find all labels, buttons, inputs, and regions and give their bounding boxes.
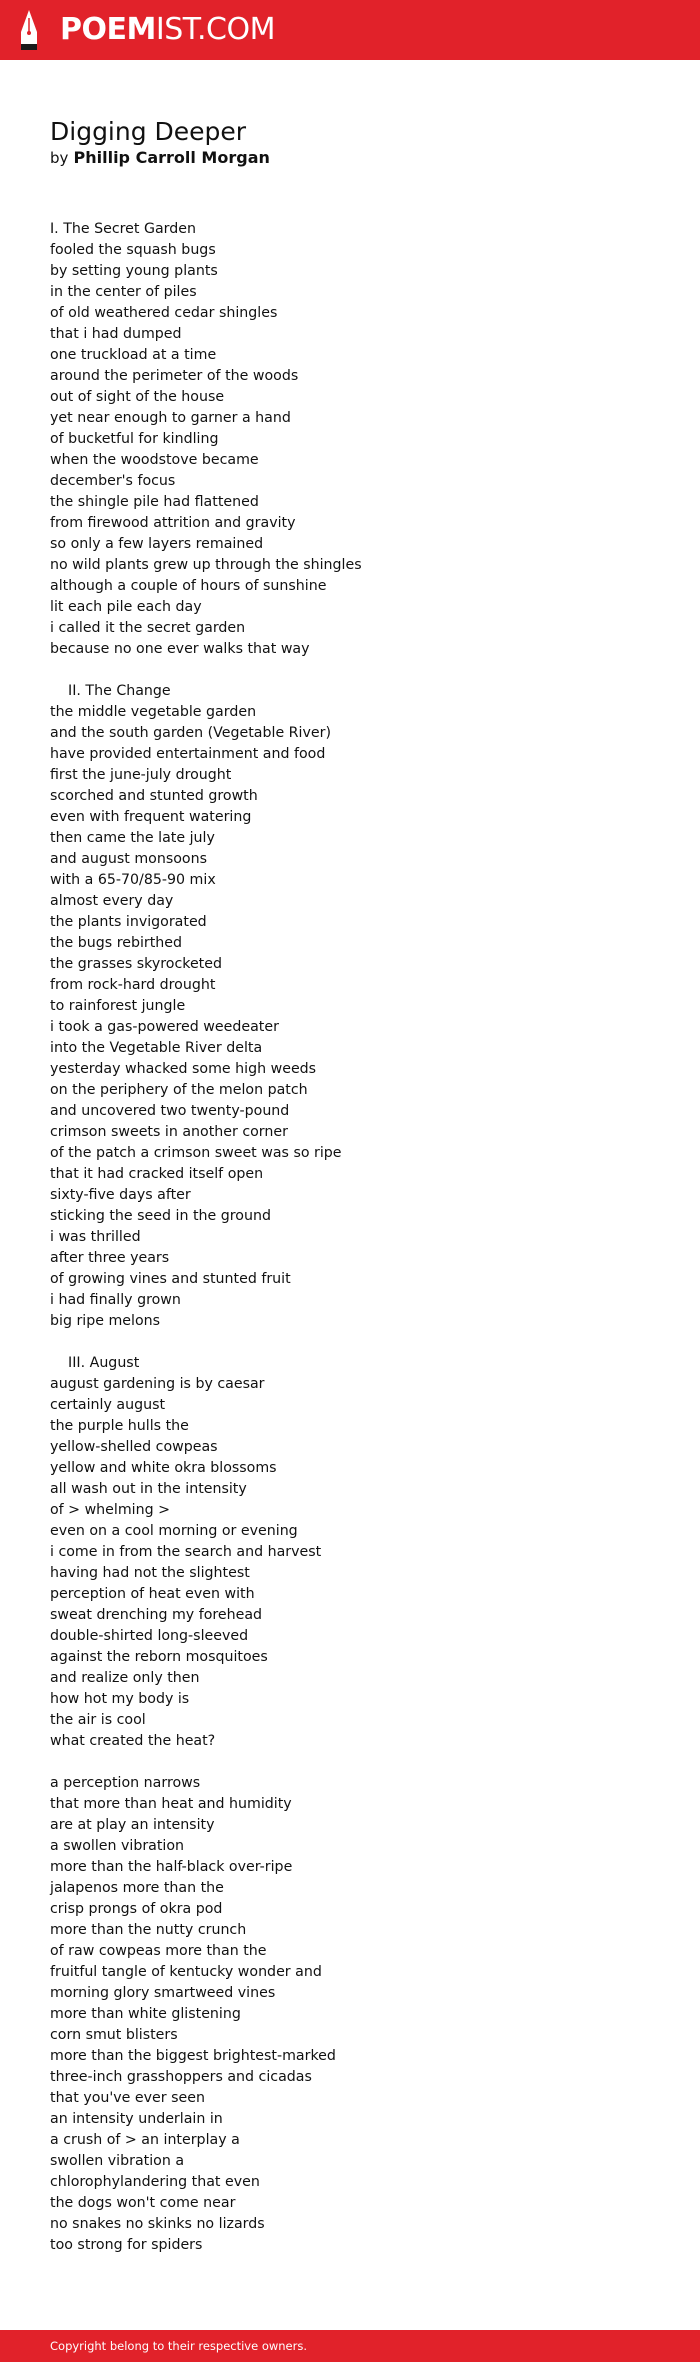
poem-line: and uncovered two twenty-pound xyxy=(50,1103,290,1119)
poem-line: all wash out in the intensity xyxy=(50,1481,247,1497)
by-label: by xyxy=(50,149,69,167)
poem-line: i had finally grown xyxy=(50,1292,181,1308)
poem-line: fooled the squash bugs xyxy=(50,242,216,258)
poem-line: yesterday whacked some high weeds xyxy=(50,1061,317,1077)
poem-line: more than the nutty crunch xyxy=(50,1922,247,1938)
poem-line: and realize only then xyxy=(50,1670,200,1686)
poem-line: on the periphery of the melon patch xyxy=(50,1082,308,1098)
poem-line: even with frequent watering xyxy=(50,809,252,825)
logo-text-bold: POEM xyxy=(60,12,156,47)
poem-line: crimson sweets in another corner xyxy=(50,1124,288,1140)
poem-line: then came the late july xyxy=(50,830,215,846)
poem-line: around the perimeter of the woods xyxy=(50,368,299,384)
poem-line: lit each pile each day xyxy=(50,599,202,615)
author-name: Phillip Carroll Morgan xyxy=(73,148,270,167)
poem-line: big ripe melons xyxy=(50,1313,161,1329)
poem-line: to rainforest jungle xyxy=(50,998,186,1014)
poem-line: scorched and stunted growth xyxy=(50,788,258,804)
poem-line: the dogs won't come near xyxy=(50,2195,236,2211)
poem-line: into the Vegetable River delta xyxy=(50,1040,263,1056)
poem-line: the middle vegetable garden xyxy=(50,704,257,720)
poem-line: jalapenos more than the xyxy=(50,1880,224,1896)
poem-line: too strong for spiders xyxy=(50,2237,203,2253)
poem-line: sixty-five days after xyxy=(50,1187,191,1203)
poem-line xyxy=(50,1752,670,1773)
poem-line xyxy=(50,1332,670,1353)
poem-line: august gardening is by caesar xyxy=(50,1376,265,1392)
poem-line: swollen vibration a xyxy=(50,2153,185,2169)
copyright-text: Copyright belong to their respective owners. xyxy=(50,2339,308,2353)
poem-line: having had not the slightest xyxy=(50,1565,250,1581)
poem-line: from rock-hard drought xyxy=(50,977,216,993)
poem-line: the grasses skyrocketed xyxy=(50,956,222,972)
poem-line: a perception narrows xyxy=(50,1775,201,1791)
poem-line: no wild plants grew up through the shingles xyxy=(50,557,362,573)
poem-line: more than the biggest brightest-marked xyxy=(50,2048,336,2064)
poem-line: i was thrilled xyxy=(50,1229,141,1245)
poem-line: and the south garden (Vegetable River) xyxy=(50,725,331,741)
poem-line: sticking the seed in the ground xyxy=(50,1208,271,1224)
poem-line: three-inch grasshoppers and cicadas xyxy=(50,2069,312,2085)
poem-line: december's focus xyxy=(50,473,176,489)
poem-line: by setting young plants xyxy=(50,263,218,279)
poem-line: that it had cracked itself open xyxy=(50,1166,264,1182)
poem-line: yellow-shelled cowpeas xyxy=(50,1439,218,1455)
poem-line: the air is cool xyxy=(50,1712,146,1728)
pen-nib-icon xyxy=(18,8,40,52)
poem-line: of the patch a crimson sweet was so ripe xyxy=(50,1145,342,1161)
poem-line: i took a gas-powered weedeater xyxy=(50,1019,279,1035)
poem-line: that i had dumped xyxy=(50,326,182,342)
poem-line: III. August xyxy=(50,1355,140,1371)
poem-line: morning glory smartweed vines xyxy=(50,1985,276,2001)
poem-line: corn smut blisters xyxy=(50,2027,178,2043)
poem-line: the plants invigorated xyxy=(50,914,207,930)
poem-line: sweat drenching my forehead xyxy=(50,1607,263,1623)
poem-line: after three years xyxy=(50,1250,170,1266)
poem-line: out of sight of the house xyxy=(50,389,225,405)
poem-line: that more than heat and humidity xyxy=(50,1796,292,1812)
poem-line: of > whelming > xyxy=(50,1502,171,1518)
poem-line: when the woodstove became xyxy=(50,452,259,468)
poem-line: how hot my body is xyxy=(50,1691,190,1707)
poem-line: a swollen vibration xyxy=(50,1838,185,1854)
poem-line: have provided entertainment and food xyxy=(50,746,326,762)
poem-line: because no one ever walks that way xyxy=(50,641,310,657)
poem-line: an intensity underlain in xyxy=(50,2111,223,2127)
poem-line: are at play an intensity xyxy=(50,1817,215,1833)
poem-line: more than white glistening xyxy=(50,2006,241,2022)
poem-line: of raw cowpeas more than the xyxy=(50,1943,267,1959)
poem-line: so only a few layers remained xyxy=(50,536,264,552)
poem-line: the purple hulls the xyxy=(50,1418,189,1434)
poem-line: of old weathered cedar shingles xyxy=(50,305,278,321)
poem-line: I. The Secret Garden xyxy=(50,221,196,237)
poem-line: no snakes no skinks no lizards xyxy=(50,2216,265,2232)
poem-line: certainly august xyxy=(50,1397,166,1413)
poem-byline xyxy=(50,147,270,169)
site-footer xyxy=(0,2330,700,2362)
poem-line: of bucketful for kindling xyxy=(50,431,219,447)
poem-body xyxy=(50,219,670,2256)
site-logo[interactable] xyxy=(60,12,275,48)
poem-line: the bugs rebirthed xyxy=(50,935,183,951)
poem-line: first the june-july drought xyxy=(50,767,232,783)
poem-line: from firewood attrition and gravity xyxy=(50,515,296,531)
poem-line: and august monsoons xyxy=(50,851,207,867)
poem-line: one truckload at a time xyxy=(50,347,217,363)
poem-line: against the reborn mosquitoes xyxy=(50,1649,268,1665)
poem-line: chlorophylandering that even xyxy=(50,2174,260,2190)
poem-line: more than the half-black over-ripe xyxy=(50,1859,293,1875)
poem-line: fruitful tangle of kentucky wonder and xyxy=(50,1964,322,1980)
poem-line: in the center of piles xyxy=(50,284,197,300)
poem-line: of growing vines and stunted fruit xyxy=(50,1271,291,1287)
poem-line: perception of heat even with xyxy=(50,1586,255,1602)
poem-line: almost every day xyxy=(50,893,174,909)
logo-text-light: IST.COM xyxy=(155,12,275,47)
poem-line: i called it the secret garden xyxy=(50,620,246,636)
poem-line: double-shirted long-sleeved xyxy=(50,1628,249,1644)
poem-title: Digging Deeper xyxy=(50,117,247,146)
poem-line xyxy=(50,660,670,681)
poem-line: i come in from the search and harvest xyxy=(50,1544,322,1560)
poem-line: II. The Change xyxy=(50,683,171,699)
poem-line: although a couple of hours of sunshine xyxy=(50,578,327,594)
site-header xyxy=(0,0,700,60)
poem-line: a crush of > an interplay a xyxy=(50,2132,240,2148)
poem-line: that you've ever seen xyxy=(50,2090,205,2106)
poem-line: crisp prongs of okra pod xyxy=(50,1901,223,1917)
poem-line: with a 65-70/85-90 mix xyxy=(50,872,216,888)
poem-line: yellow and white okra blossoms xyxy=(50,1460,277,1476)
poem-line: what created the heat? xyxy=(50,1733,216,1749)
poem-line: the shingle pile had flattened xyxy=(50,494,259,510)
poem-line: even on a cool morning or evening xyxy=(50,1523,298,1539)
poem-line: yet near enough to garner a hand xyxy=(50,410,291,426)
